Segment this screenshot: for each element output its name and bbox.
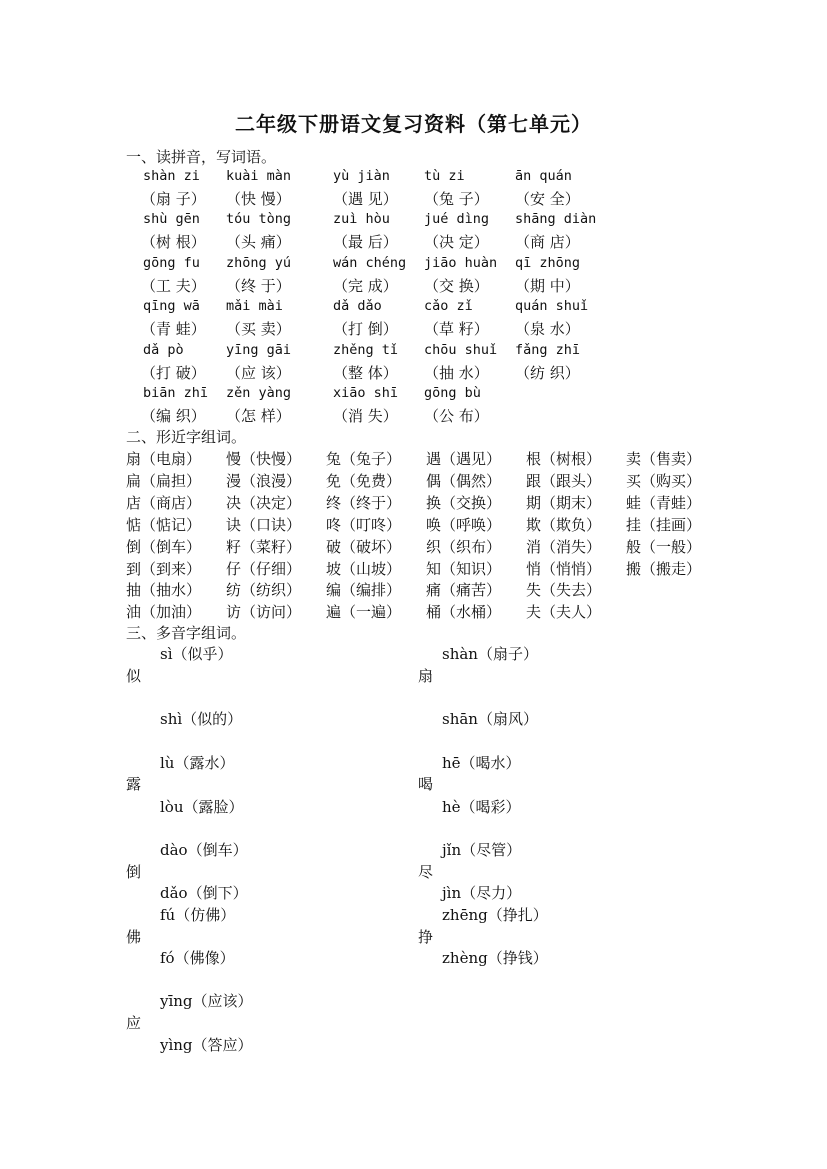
pinyin-text: cǎo zǐ bbox=[424, 298, 473, 315]
character-pair: 换（交换） bbox=[426, 493, 502, 512]
polyphone-reading: hè（喝彩） bbox=[442, 798, 521, 816]
polyphone-character: 应 bbox=[126, 1014, 142, 1032]
pinyin-text: kuài màn bbox=[226, 168, 292, 184]
word-answer: （青 蛙） bbox=[141, 320, 206, 339]
word-answer: （最 后） bbox=[333, 233, 398, 252]
pinyin-text: zuì hòu bbox=[333, 211, 390, 228]
character-pair: 期（期末） bbox=[526, 493, 602, 512]
pinyin-text: yù jiàn bbox=[333, 168, 390, 184]
character-pair: 纺（纺织） bbox=[226, 581, 302, 600]
pinyin-text: zhěng tǐ bbox=[333, 341, 399, 358]
polyphone-reading: shān（扇风） bbox=[442, 710, 538, 728]
word-answer: （树 根） bbox=[141, 233, 206, 252]
character-pair: 兔（兔子） bbox=[326, 450, 402, 468]
word-answer: （快 慢） bbox=[226, 190, 291, 208]
polyphone-character: 似 bbox=[126, 667, 142, 685]
word-answer: （泉 水） bbox=[515, 320, 580, 339]
pinyin-text: qī zhōng bbox=[515, 254, 581, 271]
word-answer: （打 倒） bbox=[333, 320, 398, 339]
pinyin-text: gōng fu bbox=[143, 254, 200, 271]
pinyin-text: zhōng yú bbox=[226, 254, 292, 271]
character-pair: 遍（一遍） bbox=[326, 603, 402, 622]
word-answer: （整 体） bbox=[333, 363, 398, 382]
polyphone-character: 倒 bbox=[126, 863, 142, 881]
character-pair: 蛙（青蛙） bbox=[626, 493, 702, 512]
polyphone-reading: yīng（应该） bbox=[160, 992, 253, 1010]
character-pair: 编（编排） bbox=[326, 581, 402, 600]
character-pair: 籽（菜籽） bbox=[226, 537, 302, 556]
pinyin-text: ān quán bbox=[515, 168, 572, 184]
character-pair: 挂（挂画） bbox=[626, 515, 702, 534]
word-answer: （草 籽） bbox=[424, 320, 489, 339]
word-answer: （编 织） bbox=[141, 407, 206, 425]
character-pair: 免（免费） bbox=[326, 471, 402, 490]
pinyin-text: xiāo shī bbox=[333, 385, 399, 401]
pinyin-text: quán shuǐ bbox=[515, 298, 589, 315]
pinyin-text: wán chéng bbox=[333, 254, 407, 271]
character-pair: 扇（电扇） bbox=[126, 450, 202, 468]
character-pair: 消（消失） bbox=[526, 537, 602, 556]
word-answer: （应 该） bbox=[226, 363, 291, 382]
word-answer: （终 于） bbox=[226, 276, 291, 295]
polyphone-reading: sì（似乎） bbox=[160, 645, 233, 663]
section-3-heading: 三、多音字组词。 bbox=[126, 624, 247, 642]
polyphone-reading: lòu（露脸） bbox=[160, 798, 244, 816]
character-pair: 仔（仔细） bbox=[226, 559, 302, 578]
character-pair: 知（知识） bbox=[426, 559, 502, 578]
pinyin-text: shù gēn bbox=[143, 211, 200, 228]
polyphone-reading: jǐn（尽管） bbox=[442, 841, 522, 859]
polyphone-character: 佛 bbox=[126, 928, 142, 946]
character-pair: 咚（叮咚） bbox=[326, 515, 402, 534]
word-answer: （怎 样） bbox=[226, 407, 291, 425]
word-answer: （扇 子） bbox=[141, 190, 206, 208]
word-answer: （安 全） bbox=[515, 190, 580, 208]
polyphone-reading: hē（喝水） bbox=[442, 754, 521, 772]
page-title: 二年级下册语文复习资料（第七单元） bbox=[235, 112, 592, 136]
character-pair: 失（失去） bbox=[526, 581, 602, 600]
pinyin-text: gōng bù bbox=[424, 385, 481, 401]
word-answer: （消 失） bbox=[333, 407, 398, 425]
character-pair: 根（树根） bbox=[526, 450, 602, 468]
pinyin-text: qīng wā bbox=[143, 298, 200, 315]
character-pair: 破（破坏） bbox=[326, 537, 402, 556]
pinyin-text: dǎ pò bbox=[143, 341, 184, 358]
character-pair: 扁（扁担） bbox=[126, 471, 202, 490]
polyphone-reading: jìn（尽力） bbox=[442, 884, 522, 902]
pinyin-text: biān zhī bbox=[143, 385, 209, 401]
character-pair: 遇（遇见） bbox=[426, 450, 502, 468]
character-pair: 诀（口诀） bbox=[226, 515, 302, 534]
word-answer: （公 布） bbox=[424, 407, 489, 425]
character-pair: 偶（偶然） bbox=[426, 471, 502, 490]
character-pair: 惦（惦记） bbox=[126, 515, 202, 534]
word-answer: （兔 子） bbox=[424, 190, 489, 208]
word-answer: （工 夫） bbox=[141, 276, 206, 295]
word-answer: （完 成） bbox=[333, 276, 398, 295]
character-pair: 油（加油） bbox=[126, 603, 202, 622]
character-pair: 桶（水桶） bbox=[426, 603, 502, 622]
pinyin-text: shàn zi bbox=[143, 168, 200, 184]
character-pair: 到（到来） bbox=[126, 559, 202, 578]
word-answer: （打 破） bbox=[141, 363, 206, 382]
polyphone-character: 喝 bbox=[418, 775, 434, 793]
character-pair: 抽（抽水） bbox=[126, 581, 202, 600]
character-pair: 终（终于） bbox=[326, 493, 402, 512]
polyphone-reading: dǎo（倒下） bbox=[160, 884, 248, 902]
character-pair: 店（商店） bbox=[126, 493, 202, 512]
character-pair: 搬（搬走） bbox=[626, 559, 702, 578]
character-pair: 欺（欺负） bbox=[526, 515, 602, 534]
character-pair: 倒（倒车） bbox=[126, 537, 202, 556]
pinyin-text: tù zi bbox=[424, 168, 465, 184]
polyphone-reading: fú（仿佛） bbox=[160, 906, 236, 924]
section-2-heading: 二、形近字组词。 bbox=[126, 428, 247, 446]
character-pair: 漫（浪漫） bbox=[226, 471, 302, 490]
character-pair: 慢（快慢） bbox=[226, 450, 302, 468]
character-pair: 悄（悄悄） bbox=[526, 559, 602, 578]
pinyin-text: dǎ dǎo bbox=[333, 298, 382, 315]
pinyin-text: shāng diàn bbox=[515, 211, 597, 228]
pinyin-text: jué dìng bbox=[424, 211, 490, 228]
word-answer: （抽 水） bbox=[424, 363, 489, 382]
character-pair: 坡（山坡） bbox=[326, 559, 402, 578]
character-pair: 夫（夫人） bbox=[526, 603, 602, 622]
character-pair: 痛（痛苦） bbox=[426, 581, 502, 600]
character-pair: 买（购买） bbox=[626, 471, 702, 490]
polyphone-reading: zhèng（挣钱） bbox=[442, 949, 548, 967]
character-pair: 般（一般） bbox=[626, 537, 702, 556]
polyphone-reading: shàn（扇子） bbox=[442, 645, 538, 663]
polyphone-character: 露 bbox=[126, 775, 142, 793]
character-pair: 访（访问） bbox=[226, 603, 302, 622]
pinyin-text: chōu shuǐ bbox=[424, 341, 498, 358]
polyphone-reading: lù（露水） bbox=[160, 754, 235, 772]
pinyin-text: mǎi mài bbox=[226, 298, 283, 315]
polyphone-reading: shì（似的） bbox=[160, 710, 243, 728]
word-answer: （买 卖） bbox=[226, 320, 291, 339]
word-answer: （纺 织） bbox=[515, 363, 580, 382]
pinyin-text: yīng gāi bbox=[226, 341, 292, 358]
polyphone-reading: dào（倒车） bbox=[160, 841, 248, 859]
pinyin-text: zěn yàng bbox=[226, 385, 292, 401]
word-answer: （头 痛） bbox=[226, 233, 291, 252]
polyphone-character: 扇 bbox=[418, 667, 434, 685]
word-answer: （遇 见） bbox=[333, 190, 398, 208]
polyphone-character: 挣 bbox=[418, 928, 434, 946]
word-answer: （交 换） bbox=[424, 276, 489, 295]
polyphone-reading: yìng（答应） bbox=[160, 1036, 253, 1054]
character-pair: 决（决定） bbox=[226, 493, 302, 512]
polyphone-reading: fó（佛像） bbox=[160, 949, 235, 967]
polyphone-reading: zhēng（挣扎） bbox=[442, 906, 548, 924]
word-answer: （期 中） bbox=[515, 276, 580, 295]
pinyin-text: jiāo huàn bbox=[424, 254, 498, 271]
word-answer: （商 店） bbox=[515, 233, 580, 252]
section-1-heading: 一、读拼音，写词语。 bbox=[126, 148, 277, 166]
pinyin-text: fǎng zhī bbox=[515, 341, 581, 358]
pinyin-text: tóu tòng bbox=[226, 211, 292, 228]
polyphone-character: 尽 bbox=[418, 863, 434, 881]
character-pair: 跟（跟头） bbox=[526, 471, 602, 490]
character-pair: 卖（售卖） bbox=[626, 450, 702, 468]
character-pair: 织（织布） bbox=[426, 537, 502, 556]
character-pair: 唤（呼唤） bbox=[426, 515, 502, 534]
word-answer: （决 定） bbox=[424, 233, 489, 252]
